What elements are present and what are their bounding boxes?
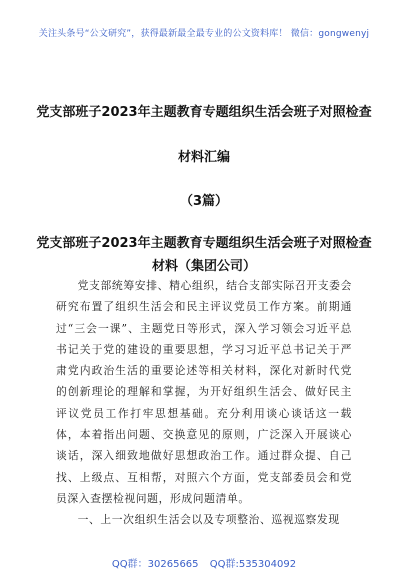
- body-paragraph-1: 党支部统筹安排、精心组织，结合支部实际召开支委会研究布置了组织生活会和民主评议党员工作方案。前期通过“三会一课”、主题党日等形式，深入学习领会习近平总书记关于党的建设的重要思想，学习习近平总书记关于严肃党内政治生活的重要论述等相关材料，深化对新时代党的创新理论的理解和掌握，为开好组织生活会、做好民主评议党员工作打牢思想基础。充分利用谈心谈话这一载体，本着指出问题、交换意见的原则，广泛深入开展谈心谈话，深入细致地做好思想政治工作。通过群众提、自己找、上级点、互相帮，对照六个方面，党支部委员会和党员深入查摆检视问题，形成问题清单。: [56, 279, 352, 505]
- section-title-line-2: 材料（集团公司）: [151, 259, 256, 274]
- footer-qq-group-2: QQ群:535304092: [209, 559, 297, 570]
- body-paragraph-2: 一、上一次组织生活会以及专项整治、巡视巡察发现: [77, 513, 340, 527]
- footer-contact: [0, 555, 408, 570]
- body-text: [56, 275, 352, 531]
- header-promo-note: 关注头条号“公文研究”，获得最新最全最专业的公文资料库！ 微信：gongwenyj: [38, 29, 370, 39]
- document-title-line-2: 材料汇编: [177, 150, 230, 165]
- section-title-line-1: 党支部班子2023年主题教育专题组织生活会班子对照检查: [36, 236, 372, 251]
- document-title-line-1: 党支部班子2023年主题教育专题组织生活会班子对照检查: [36, 105, 372, 120]
- footer-qq-group-1: QQ群：30265665: [111, 559, 199, 570]
- document-count-label: （3篇）: [179, 194, 229, 209]
